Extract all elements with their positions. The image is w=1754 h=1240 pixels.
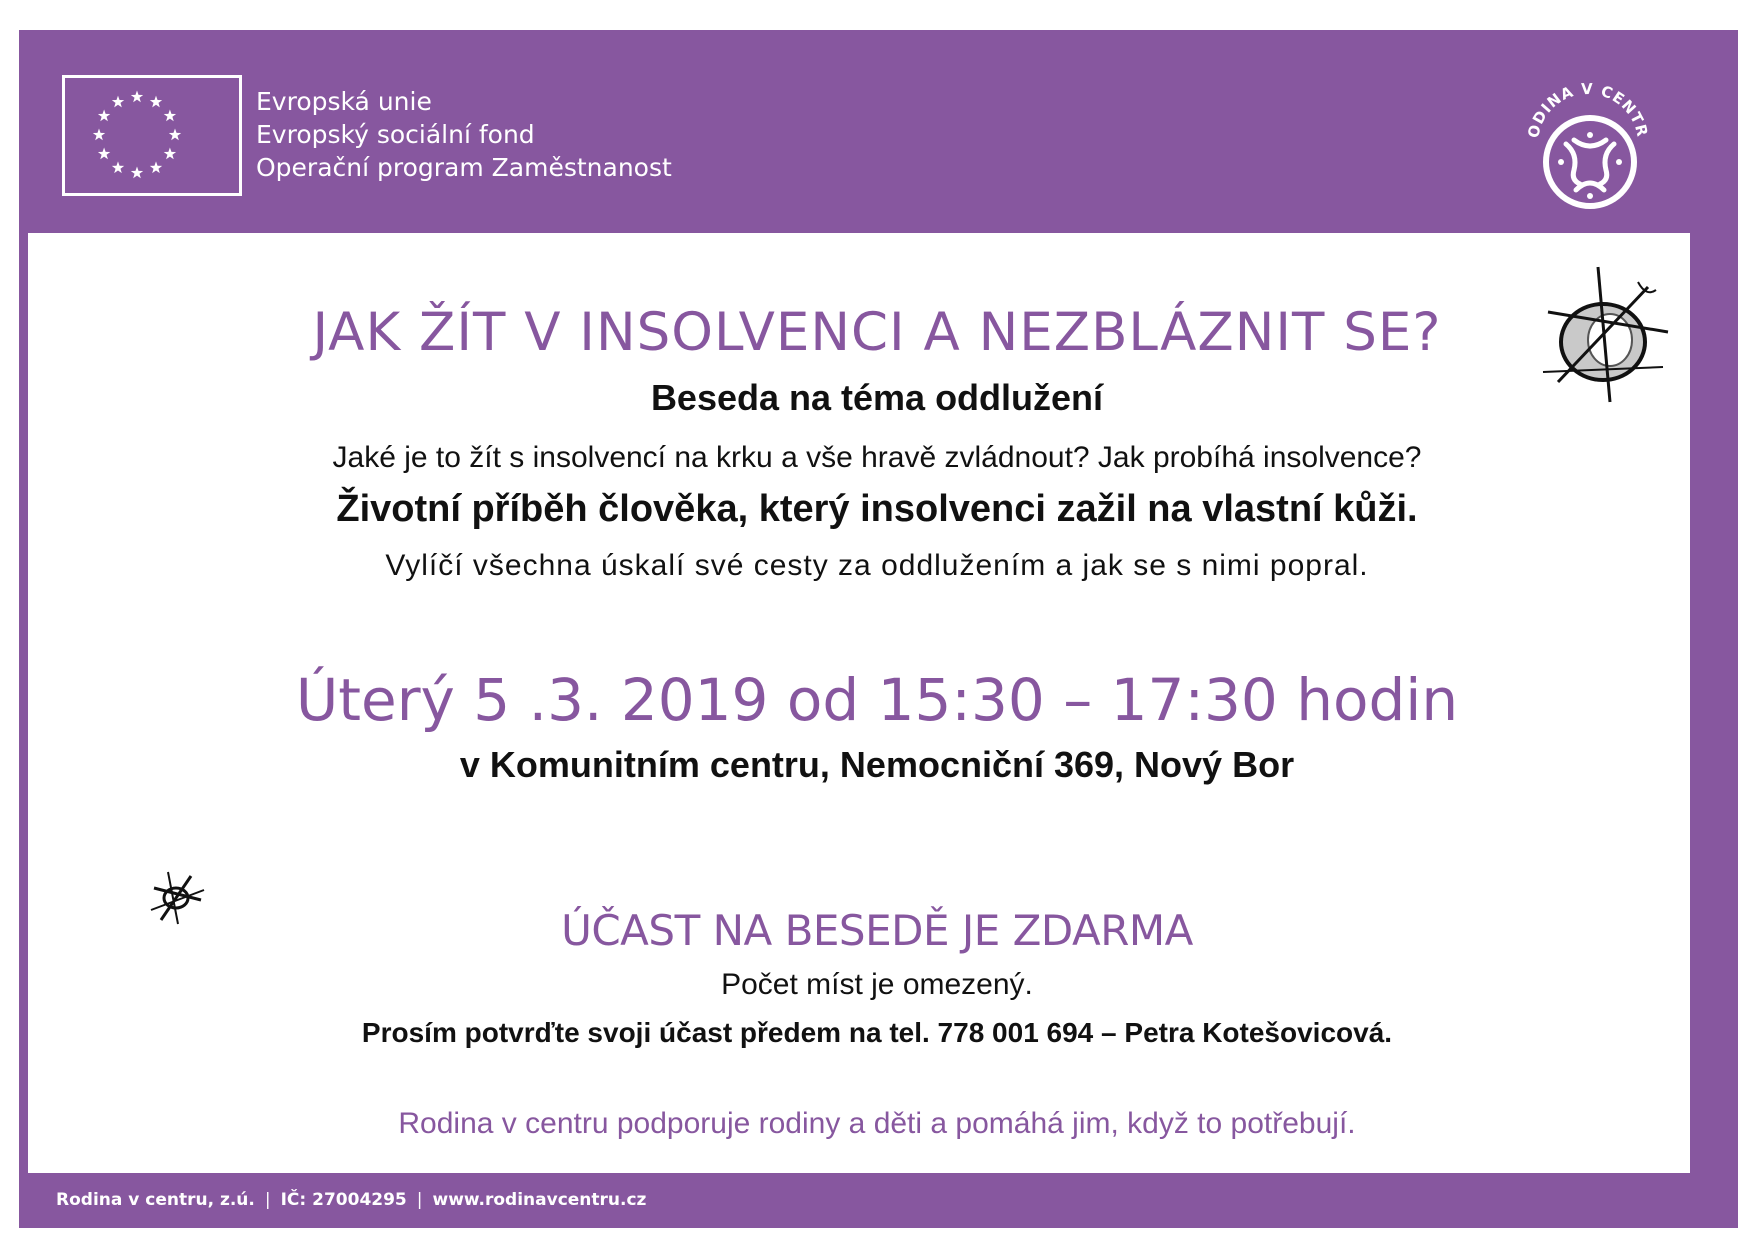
eu-line-fund: Evropský sociální fond [256, 120, 535, 149]
eu-star-icon [98, 148, 110, 160]
event-title: JAK ŽÍT V INSOLVENCI A NEZBLÁZNIT SE? [312, 302, 1442, 363]
eu-star-icon [93, 129, 105, 141]
footer-website[interactable]: www.rodinavcentru.cz [432, 1190, 647, 1210]
eu-funding-text [256, 85, 672, 184]
event-place: v Komunitním centru, Nemocniční 369, Nový Bor [459, 744, 1295, 785]
limited-seats-note: Počet míst je omezený. [721, 968, 1033, 1001]
eu-star-icon [150, 96, 162, 108]
event-subtitle: Beseda na téma oddlužení [650, 377, 1104, 418]
eu-star-icon [131, 91, 143, 103]
org-motto: Rodina v centru podporuje rodiny a děti a pomáhá jim, když to potřebují. [398, 1107, 1356, 1140]
eu-star-icon [150, 161, 162, 173]
event-details: Vylíčí všechna úskalí své cesty za oddlužením a jak se s nimi popral. [385, 549, 1369, 582]
eu-flag-icon [62, 75, 242, 196]
footer-separator: | [264, 1190, 271, 1210]
footer-separator: | [416, 1190, 423, 1210]
free-entry-notice: ÚČAST NA BESEDĚ JE ZDARMA [561, 906, 1193, 955]
event-question: Jaké je to žít s insolvencí na krku a vše hravě zvládnout? Jak probíhá insolvence? [332, 441, 1422, 474]
footer-ic: IČ: 27004295 [280, 1190, 407, 1210]
event-date: Úterý 5 .3. 2019 od 15:30 – 17:30 hodin [295, 666, 1459, 734]
eu-star-icon [112, 96, 124, 108]
eu-star-icon [169, 129, 181, 141]
eu-line-program: Operační program Zaměstnanost [256, 153, 672, 182]
eu-star-icon [98, 110, 110, 122]
eu-star-icon [164, 110, 176, 122]
rodina-v-centru-logo [1516, 72, 1660, 216]
eu-star-icon [131, 167, 143, 179]
eu-star-icon [112, 161, 124, 173]
event-story: Životní příběh člověka, který insolvenci zažil na vlastní kůži. [336, 488, 1418, 530]
org-logo-text: ODINA V CENTR [1524, 79, 1652, 140]
eu-star-icon [164, 148, 176, 160]
eu-line-union: Evropská unie [256, 87, 432, 116]
footer-org: Rodina v centru, z.ú. [56, 1190, 255, 1210]
svg-text:RODINA V CENTRU [1516, 72, 1652, 140]
confirm-attendance-note: Prosím potvrďte svoji účast předem na tel. 778 001 694 – Petra Kotešovicová. [361, 1017, 1393, 1048]
footer [56, 1190, 646, 1210]
